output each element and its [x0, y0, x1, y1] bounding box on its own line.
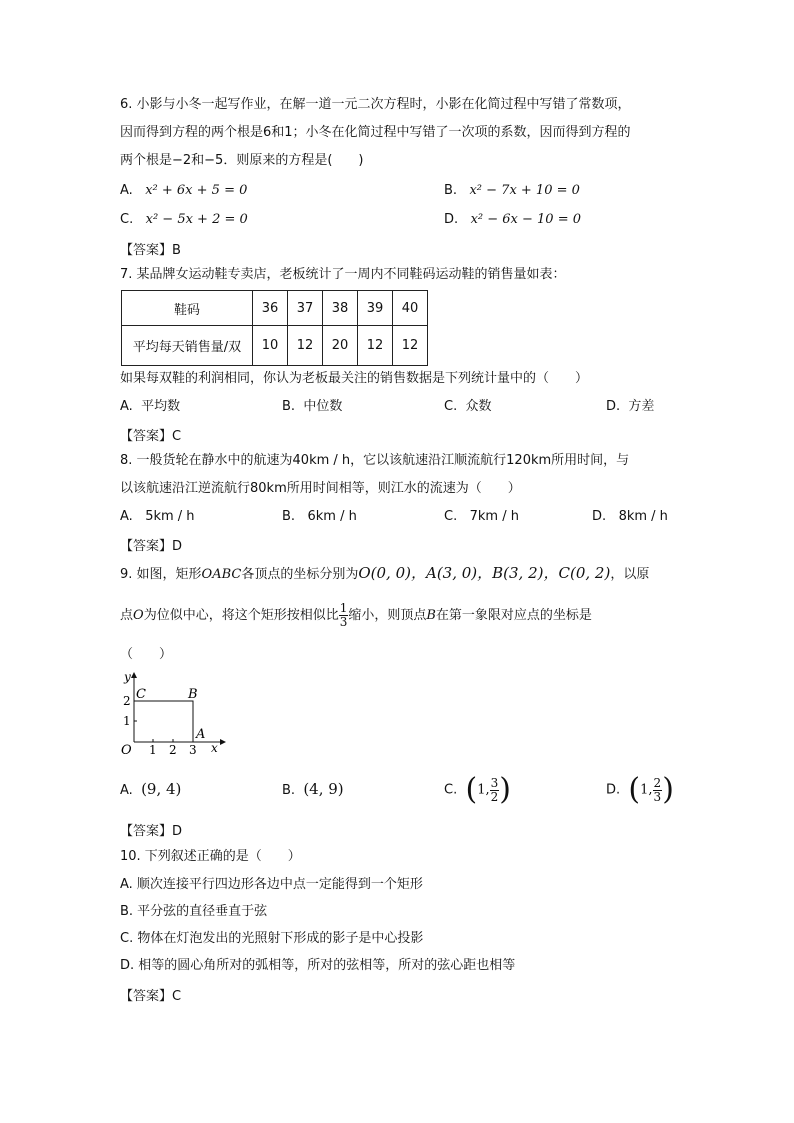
table-cell: 37: [288, 291, 323, 326]
q6-stem-line1: 6. 小影与小冬一起写作业，在解一道一元二次方程时，小影在化简过程中写错了常数项，: [120, 97, 631, 112]
q7-option-c: C. 众数: [444, 399, 492, 414]
vertex-a-label: A: [196, 727, 206, 742]
y-tick-label: 2: [123, 694, 131, 708]
q9-text: ，以原: [610, 567, 650, 582]
table-row-header: 平均每天销售量/双: [122, 326, 253, 366]
q9-rect-name: OABC: [201, 567, 242, 582]
q6-stem-line2: 因而得到方程的两个根是6和1；小冬在化简过程中写错了一次项的系数，因而得到方程的: [120, 125, 631, 140]
q9-option-a: A. (9, 4): [120, 780, 182, 798]
table-row: [122, 326, 428, 366]
q10-option-c: C. 物体在灯泡发出的光照射下形成的影子是中心投影: [120, 931, 424, 946]
q7-stem-line2: 如果每双鞋的利润相同，你认为老板最关注的销售数据是下列统计量中的（ ）: [120, 371, 589, 386]
q9-vertex: B: [426, 608, 436, 623]
q10-stem-line1: 10. 下列叙述正确的是（ ）: [120, 849, 301, 864]
table-cell: 12: [358, 326, 393, 366]
origin-label: O: [121, 743, 132, 758]
vertex-b-label: B: [188, 687, 198, 702]
table-cell: 36: [253, 291, 288, 326]
q9-rectangle-figure: [112, 668, 232, 758]
q10-option-d: D. 相等的圆心角所对的弧相等，所对的弦相等，所对的弦心距也相等: [120, 958, 516, 973]
q7-option-a: A. 平均数: [120, 399, 181, 414]
table-row-header: 鞋码: [122, 291, 253, 326]
q9-stem-line1: [120, 564, 649, 584]
y-tick-label: 1: [123, 714, 131, 728]
q8-option-d: D. 8km / h: [592, 509, 668, 524]
table-cell: 12: [288, 326, 323, 366]
q9-stem-line2: [120, 598, 592, 634]
q8-stem-line1: 8. 一般货轮在静水中的航速为40km / h，它以该航速沿江顺流航行120km所用时间，与: [120, 453, 630, 468]
table-cell: 10: [253, 326, 288, 366]
table-cell: 12: [393, 326, 428, 366]
q7-option-d: D. 方差: [606, 399, 655, 414]
x-axis-label: x: [211, 741, 218, 755]
q8-option-c: C. 7km / h: [444, 509, 519, 524]
q9-origin: O: [133, 608, 144, 623]
q6-answer: 【答案】B: [120, 243, 181, 258]
table-cell: 20: [323, 326, 358, 366]
x-tick-label: 2: [169, 743, 177, 757]
q7-option-b: B. 中位数: [282, 399, 343, 414]
q8-answer: 【答案】D: [120, 539, 183, 554]
q9-text: 为位似中心，将这个矩形按相似比: [143, 608, 339, 623]
q7-stem-line1: 7. 某品牌女运动鞋专卖店，老板统计了一周内不同鞋码运动鞋的销售量如表：: [120, 267, 566, 282]
vertex-c-label: C: [136, 687, 146, 702]
q9-option-d: D. (1, $\frac{2}{3}$ ): [606, 772, 674, 807]
q6-option-d: D. x² − 6x − 10 = 0: [444, 212, 581, 227]
table-cell: 38: [323, 291, 358, 326]
q9-ratio-fraction: $\frac{1}{3}$: [339, 601, 348, 629]
table-cell: 39: [358, 291, 393, 326]
q9-text: 在第一象限对应点的坐标是: [435, 608, 592, 623]
q9-option-b: B. (4, 9): [282, 780, 344, 798]
q8-stem-line2: 以该航速沿江逆流航行80km所用时间相等，则江水的流速为（ ）: [120, 481, 521, 496]
q6-option-c: C. x² − 5x + 2 = 0: [120, 212, 248, 227]
q9-text: 点: [120, 608, 134, 623]
q9-text: 9. 如图，矩形: [120, 567, 202, 582]
q9-coords: O(0, 0)，A(3, 0)，B(3, 2)，C(0, 2): [358, 564, 611, 582]
q7-sales-table: [121, 290, 428, 366]
x-tick-label: 3: [189, 743, 197, 757]
q6-stem-line3: 两个根是−2和−5．则原来的方程是( ): [120, 153, 364, 168]
q10-answer: 【答案】C: [120, 989, 182, 1004]
q10-option-b: B. 平分弦的直径垂直于弦: [120, 904, 268, 919]
q9-option-c: C. (1, $\frac{3}{2}$ ): [444, 772, 511, 807]
q9-text: 缩小，则顶点: [348, 608, 427, 623]
q7-answer: 【答案】C: [120, 429, 182, 444]
q6-option-b: B. x² − 7x + 10 = 0: [444, 183, 580, 198]
q6-option-a: A. x² + 6x + 5 = 0: [120, 183, 248, 198]
x-tick-label: 1: [149, 743, 157, 757]
table-row: [122, 291, 428, 326]
q9-stem-line3: （ ）: [120, 647, 173, 662]
table-cell: 40: [393, 291, 428, 326]
q9-answer: 【答案】D: [120, 824, 183, 839]
q8-option-b: B. 6km / h: [282, 509, 357, 524]
q8-option-a: A. 5km / h: [120, 509, 195, 524]
q10-option-a: A. 顺次连接平行四边形各边中点一定能得到一个矩形: [120, 877, 423, 892]
q9-text: 各顶点的坐标分别为: [241, 567, 359, 582]
y-axis-label: y: [124, 670, 131, 684]
